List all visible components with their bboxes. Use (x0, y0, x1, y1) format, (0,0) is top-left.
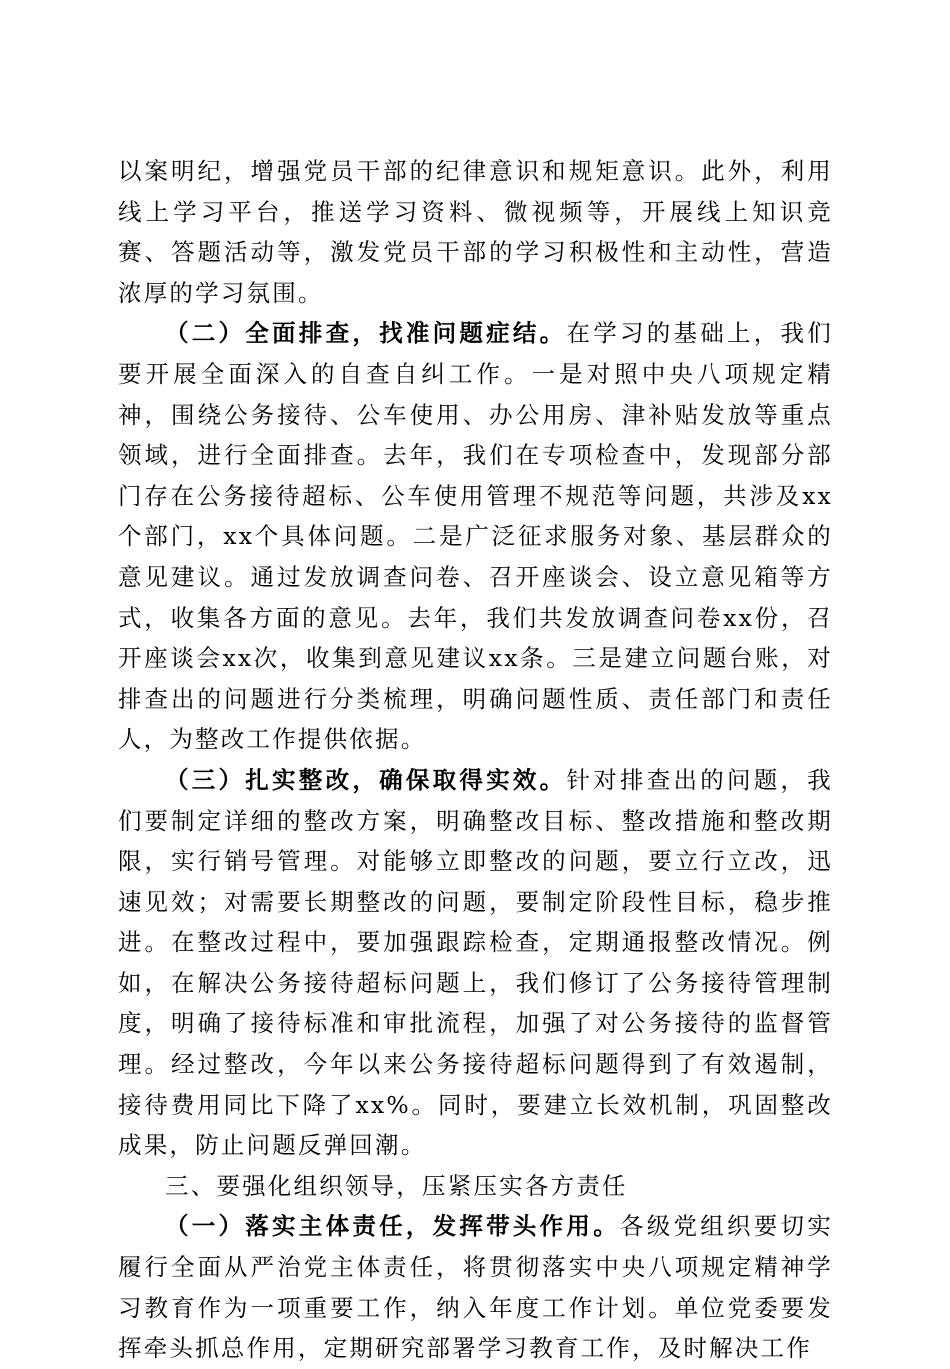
paragraph-item-1 (118, 1206, 833, 1368)
paragraph-text: 以案明纪，增强党员干部的纪律意识和规矩意识。此外，利用线上学习平台，推送学习资料、微视频等，开展线上知识竞赛、答题活动等，激发党员干部的学习积极性和主动性，营造浓厚的学习氛围。 (118, 157, 833, 307)
paragraph-text: 各级党组织要切实履行全面从严治党主体责任，将贯彻落实中央八项规定精神学习教育作为一项重要工作，纳入年度工作计划。单位党委要发挥牵头抓总作用，定期研究部署学习教育工作，及时解决工作 (118, 1212, 833, 1363)
document-body (118, 151, 833, 1369)
paragraph-lead: （三）扎实整改，确保取得实效。 (165, 765, 567, 794)
paragraph-item-3 (118, 760, 833, 1166)
paragraph-item-2 (118, 313, 833, 760)
paragraph-lead: （一）落实主体责任，发挥带头作用。 (165, 1212, 620, 1241)
paragraph-lead: （二）全面排查，找准问题症结。 (165, 319, 567, 348)
paragraph-text: 针对排查出的问题，我们要制定详细的整改方案，明确整改目标、整改措施和整改期限，实行销号管理。对能够立即整改的问题，要立行立改，迅速见效；对需要长期整改的问题，要制定阶段性目标，稳步推进。在整改过程中，要加强跟踪检查，定期通报整改情况。例如，在解决公务接待超标问题上，我们修订了公务接待管理制度，明确了接待标准和审批流程，加强了对公务接待的监督管理。经过整改，今年以来公务接待超标问题得到了有效遏制，接待费用同比下降了xx%。同时，要建立长效机制，巩固整改成果，防止问题反弹回潮。 (118, 765, 833, 1160)
paragraph-continuation (118, 151, 833, 313)
paragraph-text: 在学习的基础上，我们要开展全面深入的自查自纠工作。一是对照中央八项规定精神，围绕公务接待、公车使用、办公用房、津补贴发放等重点领域，进行全面排查。去年，我们在专项检查中，发现部分部门存在公务接待超标、公车使用管理不规范等问题，共涉及xx个部门，xx个具体问题。二是广泛征求服务对象、基层群众的意见建议。通过发放调查问卷、召开座谈会、设立意见箱等方式，收集各方面的意见。去年，我们共发放调查问卷xx份，召开座谈会xx次，收集到意见建议xx条。三是建立问题台账，对排查出的问题进行分类梳理，明确问题性质、责任部门和责任人，为整改工作提供依据。 (118, 319, 833, 754)
section-heading: 三、要强化组织领导，压紧压实各方责任 (165, 1171, 628, 1200)
